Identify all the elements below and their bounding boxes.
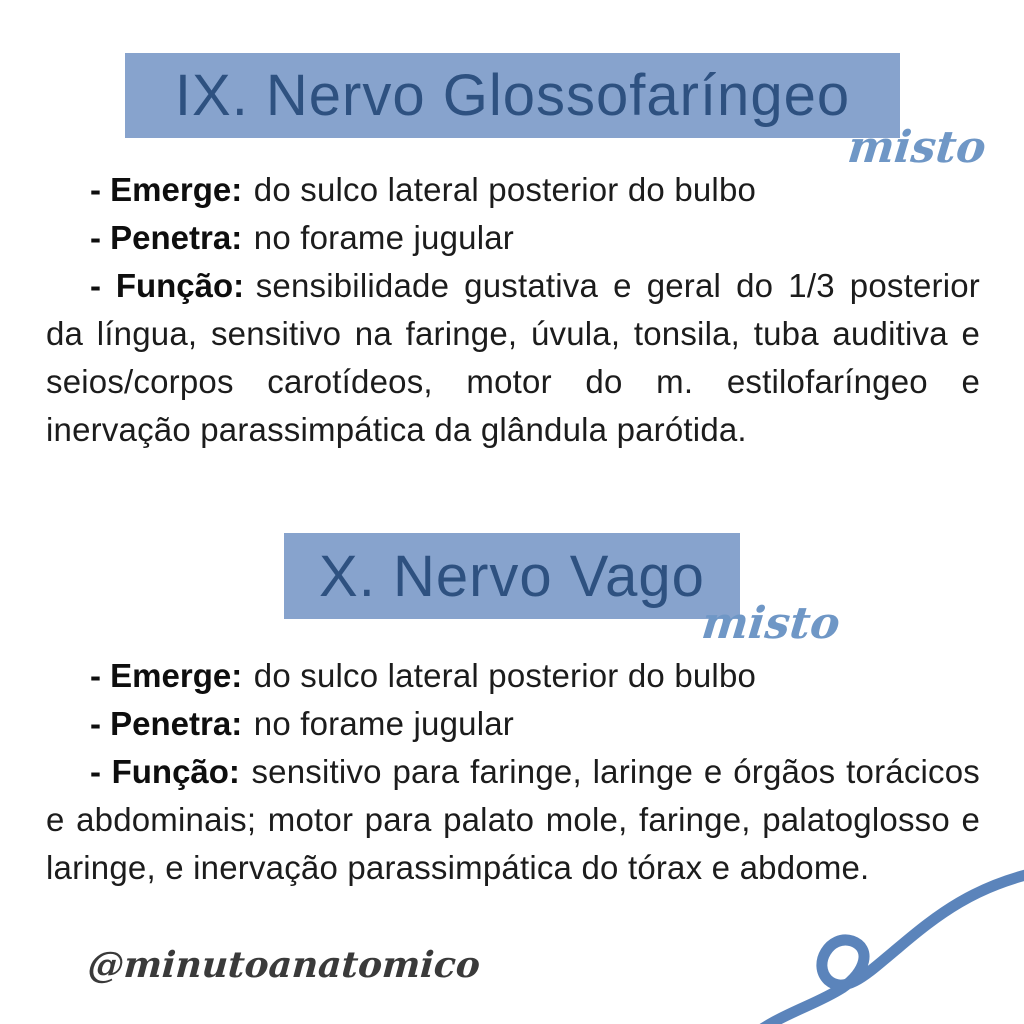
bullet-emerge (46, 166, 980, 214)
bullet-emerge-text: do sulco lateral posterior do bulbo (253, 657, 757, 694)
bullet-penetra (46, 214, 980, 262)
bullet-funcao-label: - Função: (90, 753, 240, 790)
bullet-funcao-label: - Função: (90, 267, 245, 304)
section-ix-title-highlight (125, 53, 900, 138)
bullet-funcao-text: sensibilidade gustativa e geral do 1/3 posterior da língua, sensitivo na faringe, úvula, tonsila, tuba auditiva e seios/corpos carotídeos, motor do m. estilofaríngeo e inervação parassimpática da glândula parótida. (46, 267, 980, 448)
bullet-funcao-text: sensitivo para faringe, laringe e órgãos torácicos e abdominais; motor para palato mole, faringe, palatoglosso e laringe, e inervação parassimpática do tórax e abdome. (46, 753, 981, 886)
bullet-penetra-text: no forame jugular (253, 219, 514, 256)
squiggle-path (744, 872, 1024, 1024)
section-x-title: X. Nervo Vago (319, 543, 705, 609)
bullet-emerge-text: do sulco lateral posterior do bulbo (253, 171, 757, 208)
bullet-emerge-label: - Emerge: (90, 657, 243, 694)
bullet-funcao (46, 262, 980, 454)
bullet-penetra-text: no forame jugular (253, 705, 514, 742)
section-ix-body (46, 166, 980, 454)
section-x-title-highlight (284, 533, 740, 619)
section-ix-title: IX. Nervo Glossofaríngeo (174, 63, 851, 128)
bullet-emerge (46, 652, 980, 700)
section-x-body (46, 652, 980, 892)
section-ix-subtitle-misto: misto (845, 122, 989, 173)
bullet-emerge-label: - Emerge: (90, 171, 243, 208)
bullet-penetra-label: - Penetra: (90, 219, 243, 256)
bullet-penetra-label: - Penetra: (90, 705, 243, 742)
section-x-subtitle-misto: misto (699, 598, 843, 649)
bullet-penetra (46, 700, 980, 748)
instagram-handle: @minutoanatomico (86, 944, 482, 986)
bullet-funcao (46, 748, 980, 892)
